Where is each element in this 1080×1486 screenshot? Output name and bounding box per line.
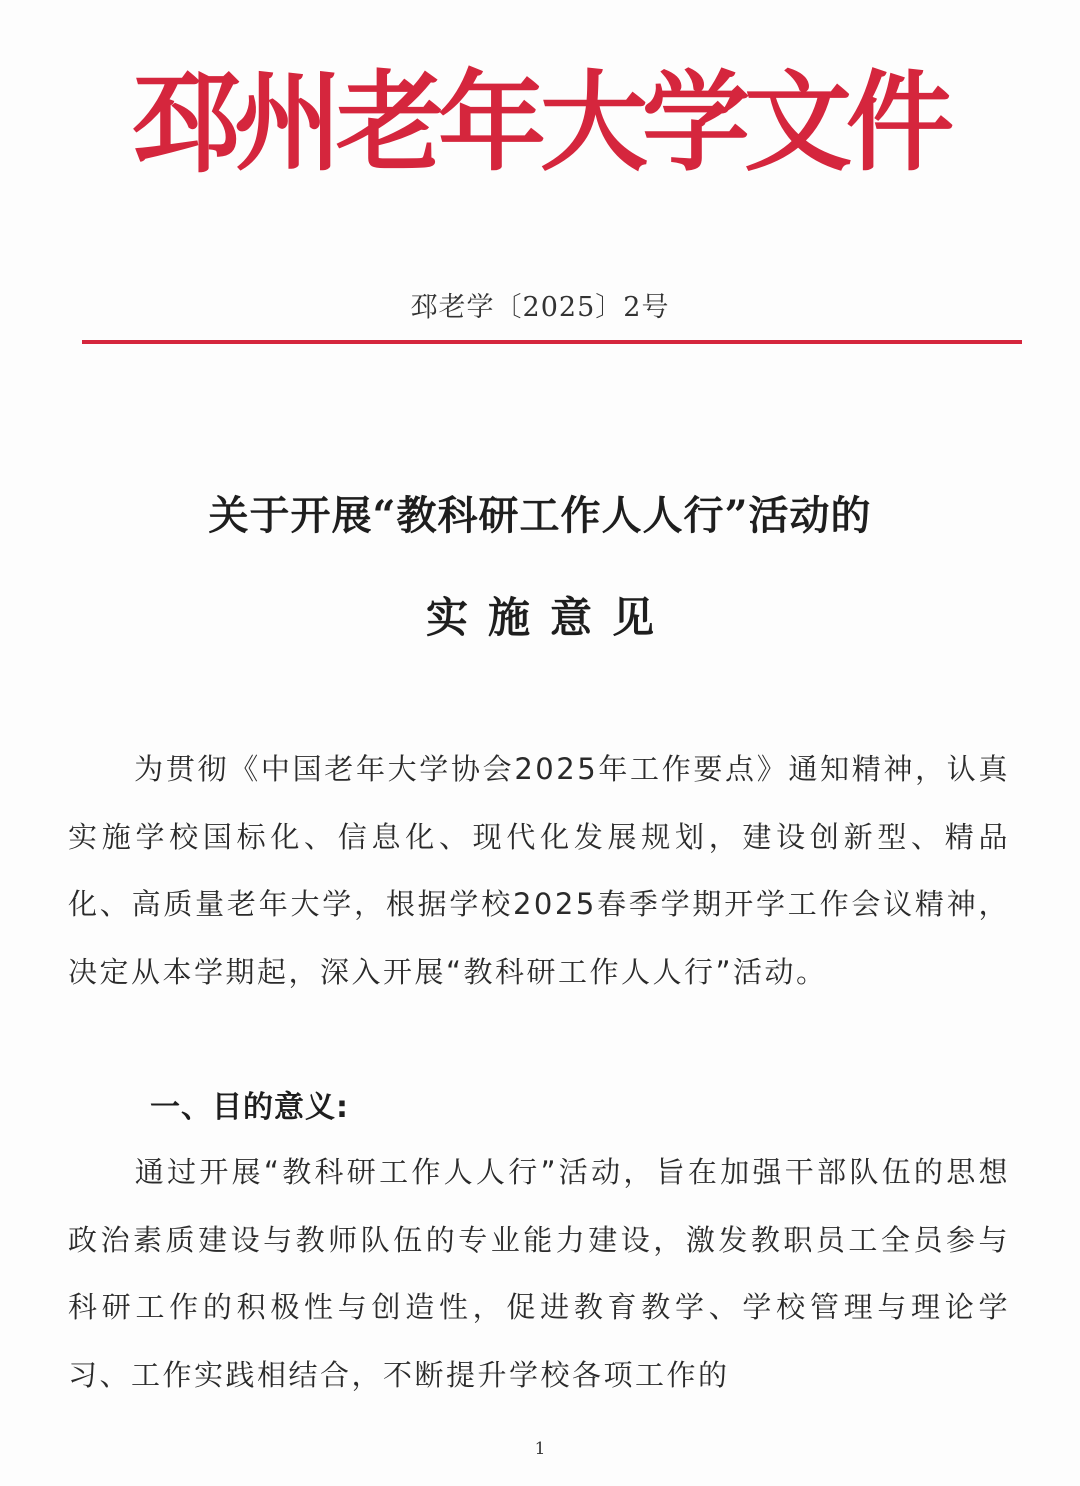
paragraph-1-text: 为贯彻《中国老年大学协会2025年工作要点》通知精神，认真实施学校国标化、信息化、现代化发展规划，建设创新型、精品化、高质量老年大学，根据学校2025春季学期开学工作会议精神，决定从本学期起，深入开展“教科研工作人人行”活动。 [68, 752, 1010, 989]
paragraph-2-text: 通过开展“教科研工作人人行”活动，旨在加强干部队伍的思想政治素质建设与教师队伍的专业能力建设，激发教职员工全员参与科研工作的积极性与创造性，促进教育教学、学校管理与理论学习、工作实践相结合，不断提升学校各项工作的 [68, 1155, 1010, 1392]
document-title-line-2: 实施意见 [425, 593, 674, 642]
section-heading-1: 一、目的意义: [150, 1090, 349, 1125]
red-divider-line [82, 340, 1022, 344]
body-paragraph-1 [68, 736, 1010, 1006]
body-paragraph-2 [68, 1139, 1010, 1409]
masthead-title: 邳州老年大学文件 [131, 60, 948, 186]
document-title-line-1: 关于开展“教科研工作人人行”活动的 [208, 492, 872, 539]
document-number: 邳老学〔2025〕2号 [410, 292, 670, 323]
page-number: 1 [534, 1439, 546, 1459]
